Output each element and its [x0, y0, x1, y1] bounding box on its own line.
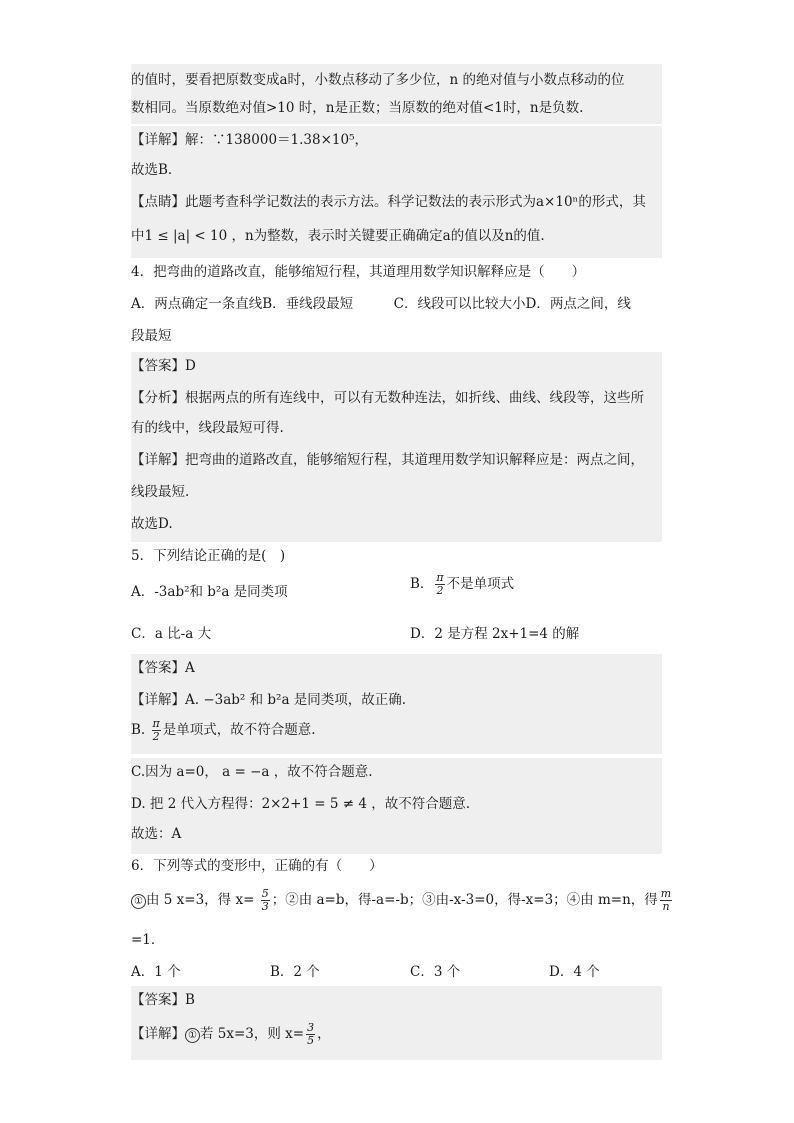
q6-option-d: D．4 个: [549, 964, 600, 980]
q5-detail-a: 【详解】A. −3ab² 和 b²a 是同类项，故正确.: [131, 686, 662, 718]
q3-comment1: 【点睛】此题考查科学记数法的表示方法。科学记数法的表示形式为a×10ⁿ的形式，其: [131, 188, 662, 220]
q5-answer: 【答案】A: [131, 654, 662, 686]
q5-option-b: B． $\frac{\pi}{2}$ 不是单项式: [410, 571, 515, 597]
q6-option-a: A．1 个: [131, 964, 181, 980]
q4-analysis2: 有的线中，线段最短可得.: [131, 414, 662, 446]
q6-detail: 【详解】 ① 若 5x=3，则 x= $\frac{3}{5}$ ，: [131, 1018, 662, 1060]
q3-choose: 故选B．: [131, 156, 662, 188]
q5-option-d: D．2 是方程 2x+1=4 的解: [410, 626, 580, 642]
q6-line2: =1．: [131, 932, 165, 948]
q3-line2: 数相同。当原数绝对值>10 时，n是正数；当原数的绝对值<1时，n是负数.: [131, 96, 662, 124]
q3-comment2: 中1 ≤ |a| < 10 ，n为整数，表示时关键要正确确定a的值以及n的值.: [131, 220, 662, 258]
q5-option-a: A．-3ab²和 b²a 是同类项: [131, 584, 288, 600]
q5-choose: 故选：A: [131, 820, 662, 854]
q3-detail: 【详解】解：∵138000＝1.38×10⁵，: [131, 126, 662, 158]
q6-answer: 【答案】B: [131, 986, 662, 1018]
q4-detail2: 线段最短.: [131, 478, 662, 510]
circled-one-icon: ①: [185, 1028, 200, 1043]
q5-stem: 5．下列结论正确的是( ): [131, 548, 286, 564]
q3-line1: 的值时，要看把原数变成a时，小数点移动了多少位，n 的绝对值与小数点移动的位: [131, 64, 662, 96]
q5-detail-d: D. 把 2 代入方程得：2×2+1 = 5 ≠ 4 ，故不符合题意.: [131, 790, 662, 822]
q4-stem: 4．把弯曲的道路改直，能够缩短行程，其道理用数学知识解释应是（ ）: [131, 264, 586, 280]
q6-stem: 6．下列等式的变形中，正确的有（ ）: [131, 858, 383, 874]
q4-answer: 【答案】D: [131, 352, 662, 384]
q4-analysis1: 【分析】根据两点的所有连线中，可以有无数种连法，如折线、曲线、线段等，这些所: [131, 384, 662, 416]
q6-option-b: B．2 个: [270, 964, 320, 980]
q5-detail-c: C.因为 a=0， a = −a ，故不符合题意.: [131, 758, 662, 790]
q4-options-line2: 段最短: [131, 328, 172, 344]
circled-one-icon: ①: [131, 894, 146, 909]
q4-options-line1: A．两点确定一条直线B．垂线段最短 C．线段可以比较大小D．两点之间，线: [131, 296, 631, 312]
q5-detail-b: B. $\frac{\pi}{2}$ 是单项式，故不符合题意.: [131, 716, 662, 754]
q4-choose: 故选D.: [131, 510, 662, 542]
q5-option-c: C．a 比-a 大: [131, 626, 212, 642]
q6-option-c: C．3 个: [410, 964, 461, 980]
q6-conditions: ① 由 5 x=3，得 x= $\frac{5}{3}$ ；②由 a=b，得-a=-b；③由-x-3=0，得-x=3；④由 m=n，得 $\frac{m}{n}$: [131, 888, 662, 922]
q4-detail1: 【详解】把弯曲的道路改直，能够缩短行程，其道理用数学知识解释应是：两点之间，: [131, 446, 662, 478]
